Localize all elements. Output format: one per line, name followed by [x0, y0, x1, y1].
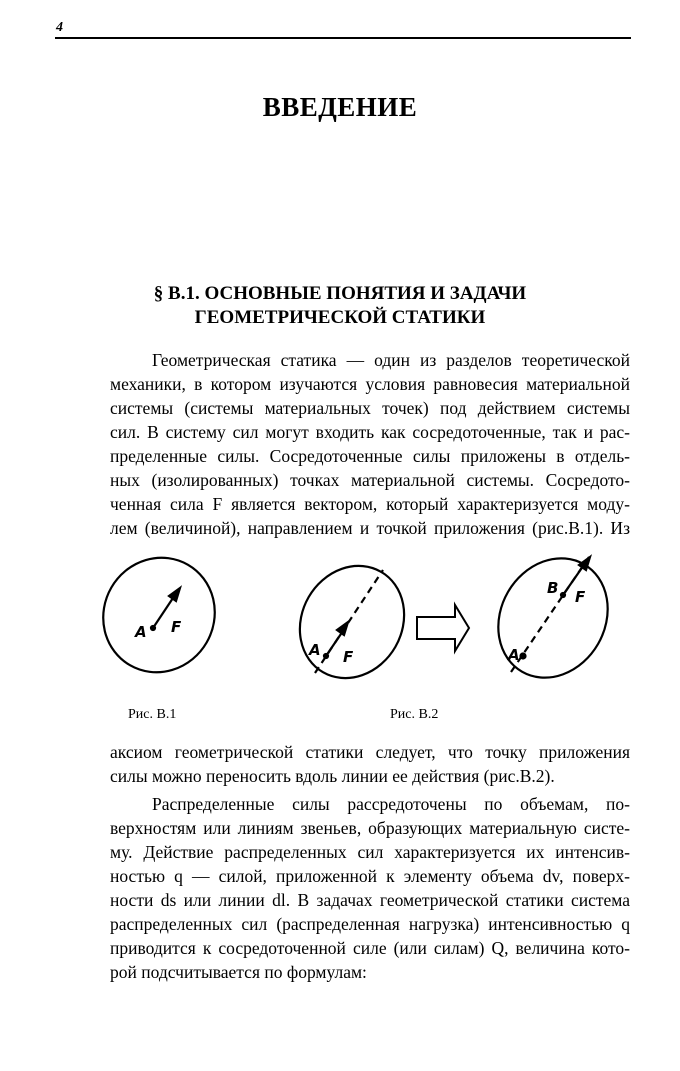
- text-line: распределенных сил (распределенная нагрузка) интенсивностью q: [110, 914, 630, 934]
- text-line: системы (системы материальных точек) под действием системы: [110, 398, 630, 418]
- text-line: механики, в котором изучаются условия равновесия материальной: [110, 374, 630, 394]
- text-line: сил. В систему сил могут входить как сосредоточенные, так и рас-: [110, 422, 630, 442]
- text-line: лем (величиной), направлением и точкой приложения (рис.В.1). Из: [110, 518, 630, 538]
- force-f-label: F: [343, 648, 354, 666]
- text-line: ностью q — силой, приложенной к элементу объема dv, поверх-: [110, 866, 630, 886]
- transform-arrow: [417, 605, 469, 651]
- point-a-label: A: [135, 623, 147, 641]
- text-line: ченная сила F является вектором, который характеризуется моду-: [110, 494, 630, 514]
- section-heading-line-2: ГЕОМЕТРИЧЕСКОЙ СТАТИКИ: [194, 307, 486, 328]
- text-line: аксиом геометрической статики следует, что точку приложения: [110, 742, 630, 762]
- text-line: му. Действие распределенных сил характеризуется их интенсив-: [110, 842, 630, 862]
- text-line: ных (изолированных) точках материальной системы. Сосредото-: [110, 470, 630, 490]
- figure-b1: [82, 540, 235, 693]
- text-line: силы можно переносить вдоль линии ее действия (рис.В.2).: [110, 766, 555, 786]
- section-heading-line-1: § В.1. ОСНОВНЫЕ ПОНЯТИЯ И ЗАДАЧИ: [153, 283, 527, 304]
- text-line: пределенные силы. Сосредоточенные силы приложены в отдель-: [110, 446, 630, 466]
- text-line: Геометрическая статика — один из разделов теоретической: [152, 350, 630, 370]
- point-a-label: A: [309, 641, 321, 659]
- point-a-label: A: [508, 646, 520, 664]
- text-line: ности ds или линии dl. В задачах геометрической статики система: [110, 890, 630, 910]
- point-b-label: B: [547, 579, 559, 597]
- figures: [0, 540, 680, 700]
- text-line: Распределенные силы рассредоточены по объемам, по-: [152, 794, 630, 814]
- figure-caption-b1: Рис. В.1: [128, 707, 177, 722]
- text-line: рой подсчитывается по формулам:: [110, 962, 367, 982]
- text-line: верхностям или линиям звеньев, образующих материальную систе-: [110, 818, 630, 838]
- page-number: 4: [56, 20, 63, 35]
- figure-caption-b2: Рис. В.2: [390, 707, 439, 722]
- force-f-label: F: [575, 588, 586, 606]
- header-rule: [55, 37, 631, 39]
- chapter-title: ВВЕДЕНИЕ: [262, 92, 418, 122]
- figure-b2-after: [477, 540, 629, 698]
- force-f-label: F: [171, 618, 182, 636]
- figure-b2-before: [280, 547, 425, 697]
- text-line: приводится к сосредоточенной силе (или силам) Q, величина кото-: [110, 938, 630, 958]
